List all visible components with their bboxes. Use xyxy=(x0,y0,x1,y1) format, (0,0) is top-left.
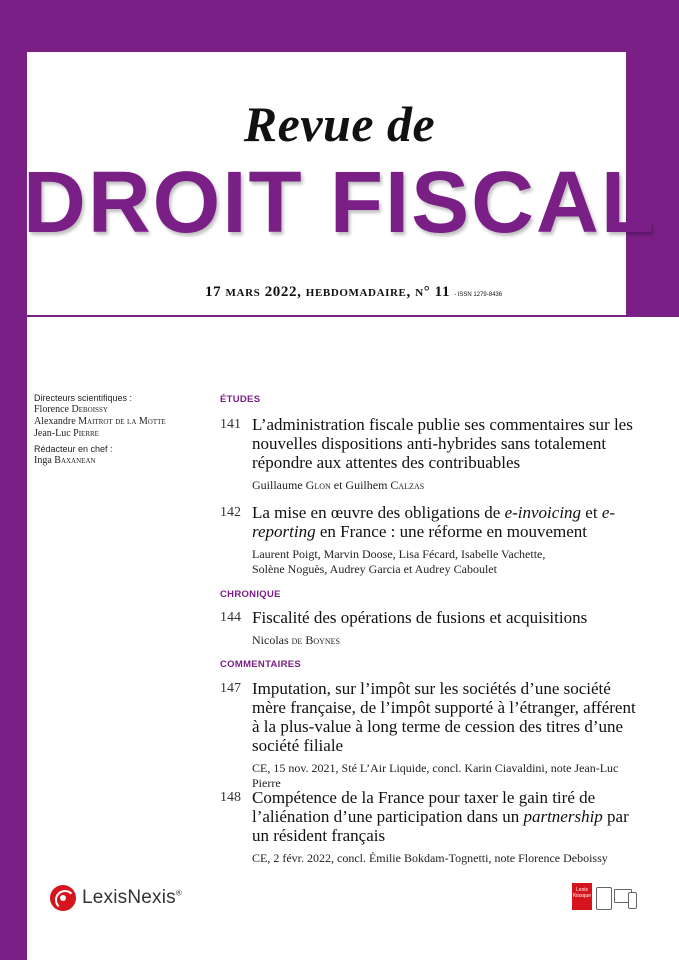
article-number: 147 xyxy=(220,681,241,696)
section-label-chronique: CHRONIQUE xyxy=(220,589,281,600)
article-142[interactable] xyxy=(220,503,640,577)
title-droit-fiscal: DROIT FISCAL xyxy=(23,154,656,251)
article-number: 144 xyxy=(220,610,241,625)
article-authors: Nicolas de Boynes xyxy=(252,633,340,647)
editor-label: Rédacteur en chef : xyxy=(34,444,113,454)
top-band xyxy=(0,0,679,52)
section-label-commentaires: COMMENTAIRES xyxy=(220,659,302,670)
issue-date: 17 mars 2022, hebdomadaire, n° 11 xyxy=(205,284,451,300)
title-revue-de: Revue de xyxy=(243,96,436,152)
kiosque-book-icon: Lexis Kiosque xyxy=(572,883,592,910)
editorial-sidebar xyxy=(34,392,214,467)
article-number: 142 xyxy=(220,505,241,520)
issue-line xyxy=(205,284,625,301)
section-label-etudes: ÉTUDES xyxy=(220,394,261,405)
director: Jean-Luc Pierre xyxy=(34,428,99,439)
article-authors: CE, 15 nov. 2021, Sté L’Air Liquide, concl. Karin Ciavaldini, note Jean-Luc Pierre xyxy=(252,761,619,790)
article-141[interactable] xyxy=(220,415,640,493)
publisher-name: LexisNexis® xyxy=(82,887,182,908)
article-title: Imputation, sur l’impôt sur les sociétés d’une société mère française, de l’impôt supporté à l’étranger, afférent à la plus-value à long terme de cession des titres d’une société filiale xyxy=(252,679,636,755)
tablet-icon xyxy=(596,887,612,910)
lexisnexis-logo-icon xyxy=(50,885,76,911)
article-title: Fiscalité des opérations de fusions et acquisitions xyxy=(252,608,588,627)
editor: Inga Baxanean xyxy=(34,455,96,466)
article-number: 141 xyxy=(220,417,241,432)
issn: - ISSN 1279-8436 xyxy=(454,292,503,298)
article-number: 148 xyxy=(220,790,241,805)
phone-icon xyxy=(628,892,637,909)
article-144[interactable] xyxy=(220,608,640,648)
article-title: La mise en œuvre des obligations de e-invoicing et e-reporting en France : une réforme en mouvement xyxy=(252,503,616,541)
article-authors: Guillaume Glon et Guilhem Calzas xyxy=(252,478,425,492)
masthead-rule xyxy=(27,315,679,317)
article-title: Compétence de la France pour taxer le gain tiré de l’aliénation d’une participation dans un partnership par un résident français xyxy=(252,788,629,845)
director: Florence Deboissy xyxy=(34,404,108,415)
directors-label: Directeurs scientifiques : xyxy=(34,393,133,403)
publisher-logo[interactable] xyxy=(50,883,182,913)
article-147[interactable] xyxy=(220,679,640,791)
article-authors: Laurent Poigt, Marvin Doose, Lisa Fécard, Isabelle Vachette, Solène Noguès, Audrey Garcia et Audrey Caboulet xyxy=(252,547,546,576)
article-148[interactable] xyxy=(220,788,640,866)
director: Alexandre Maitrot de la Motte xyxy=(34,416,166,427)
multi-device-icon xyxy=(572,883,642,913)
article-authors: CE, 2 févr. 2022, concl. Émilie Bokdam-Tognetti, note Florence Deboissy xyxy=(252,851,608,865)
article-title: L’administration fiscale publie ses commentaires sur les nouvelles dispositions anti-hybrides sans totalement répondre aux attentes des contribuables xyxy=(252,415,633,472)
